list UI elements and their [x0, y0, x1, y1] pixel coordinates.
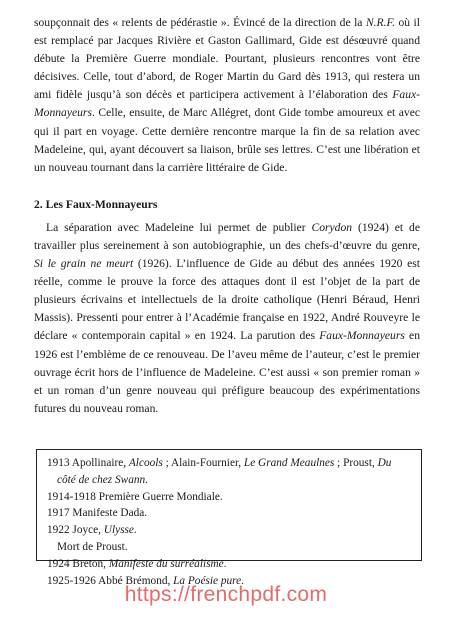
italic-text: Faux-Monnayeurs	[34, 88, 420, 120]
timeline-entry	[47, 505, 411, 522]
timeline-entry	[47, 472, 411, 489]
italic-text: Manifeste du surréalisme	[108, 557, 224, 570]
timeline-entry	[47, 556, 411, 573]
page-body	[34, 14, 420, 418]
text-run: 1925-1926 Abbé Brémond,	[47, 574, 174, 587]
text-run: ; Alain-Fournier,	[162, 457, 244, 469]
italic-text: Si le grain ne meurt	[34, 257, 134, 271]
italic-text: Faux-Monnayeurs	[319, 329, 405, 343]
italic-text: Alcools	[128, 457, 163, 469]
text-run: en 1926 est l’emblème de ce renouveau. De l’aveu même de l’auteur, c’est le premier ouvrage écrit hors de l’influence de Madeleine. C’est aussi « son premier roman » et un roman d’un genre nouveau qui préfigure beaucoup des expérimentations futures du nouveau roman.	[34, 329, 421, 415]
text-run: 1922 Joyce,	[47, 524, 104, 537]
text-run: ; Proust,	[334, 457, 378, 469]
text-run: 1924 Breton,	[47, 557, 109, 570]
footer-url[interactable]: https://frenchpdf.com	[124, 583, 328, 606]
text-run: (1924) et de travailler plus sereinement à son autobiographie, un des chefs-d’œuvre du genre,	[34, 220, 420, 252]
italic-text: Le Grand Meaulnes	[243, 457, 335, 469]
italic-text: côté de chez Swann	[57, 473, 146, 486]
italic-text: Corydon	[311, 220, 353, 234]
italic-text: La Poésie pure	[173, 574, 242, 587]
paragraph-1	[34, 14, 420, 177]
section-heading: 2. Les Faux-Monnayeurs	[34, 197, 158, 211]
italic-text: N.R.F.	[365, 16, 396, 29]
text-run: 1914-1918 Première Guerre Mondiale.	[47, 490, 223, 503]
text-run: où il est remplacé par Jacques Rivière et Gaston Gallimard, Gide est désœuvré quand débute la Première Guerre mondiale. Pourtant, plusieurs rencontres vont être décisives. Celle, tout d’abord, de Roger Martin du Gard dès 1913, qui restera un ami fidèle jusqu’à son décès et participera activement à l’élaboration des	[34, 16, 420, 102]
timeline-box	[36, 449, 422, 587]
text-run: 1917 Manifeste Dada.	[47, 507, 148, 520]
text-run: .	[133, 524, 137, 537]
text-run: La séparation avec Madeleine lui permet de publier	[46, 220, 312, 234]
timeline-entry	[47, 455, 411, 472]
text-run: (1926). L’influence de Gide au début des années 1920 est réelle, comme le prouve la force des attaques dont il est l’objet de la part de plusieurs écrivains et intellectuels de la droite catholique (Henri Béraud, Henri Massis). Pressenti pour entrer à l’Académie française en 1922, André Rouveyre le déclare « contemporain capital » en 1924. La parution des	[34, 257, 421, 343]
paragraph-2	[34, 219, 420, 418]
italic-text: Ulysse	[103, 524, 134, 537]
text-run: . Celle, ensuite, de Marc Allégret, dont Gide tombe amoureux et avec qui il part en voyage. Cette dernière rencontre marque la fin de sa relation avec Madeleine, qui, ayant découvert sa liaison, brûle ses lettres. C’est une libération et un nouveau tournant dans la carrière littéraire de Gide.	[34, 106, 420, 174]
timeline-entry	[47, 539, 411, 556]
text-run: .	[145, 473, 148, 486]
text-run: soupçonnait des « relents de pédérastie ». Évincé de la direction de la	[34, 16, 366, 29]
text-run: 1913 Apollinaire,	[47, 457, 129, 469]
text-run: .	[223, 557, 227, 570]
timeline-entry	[47, 489, 411, 506]
text-run: Mort de Proust.	[57, 540, 128, 553]
text-run: .	[241, 574, 244, 587]
timeline-entry	[47, 522, 411, 539]
italic-text: Du	[377, 457, 392, 469]
